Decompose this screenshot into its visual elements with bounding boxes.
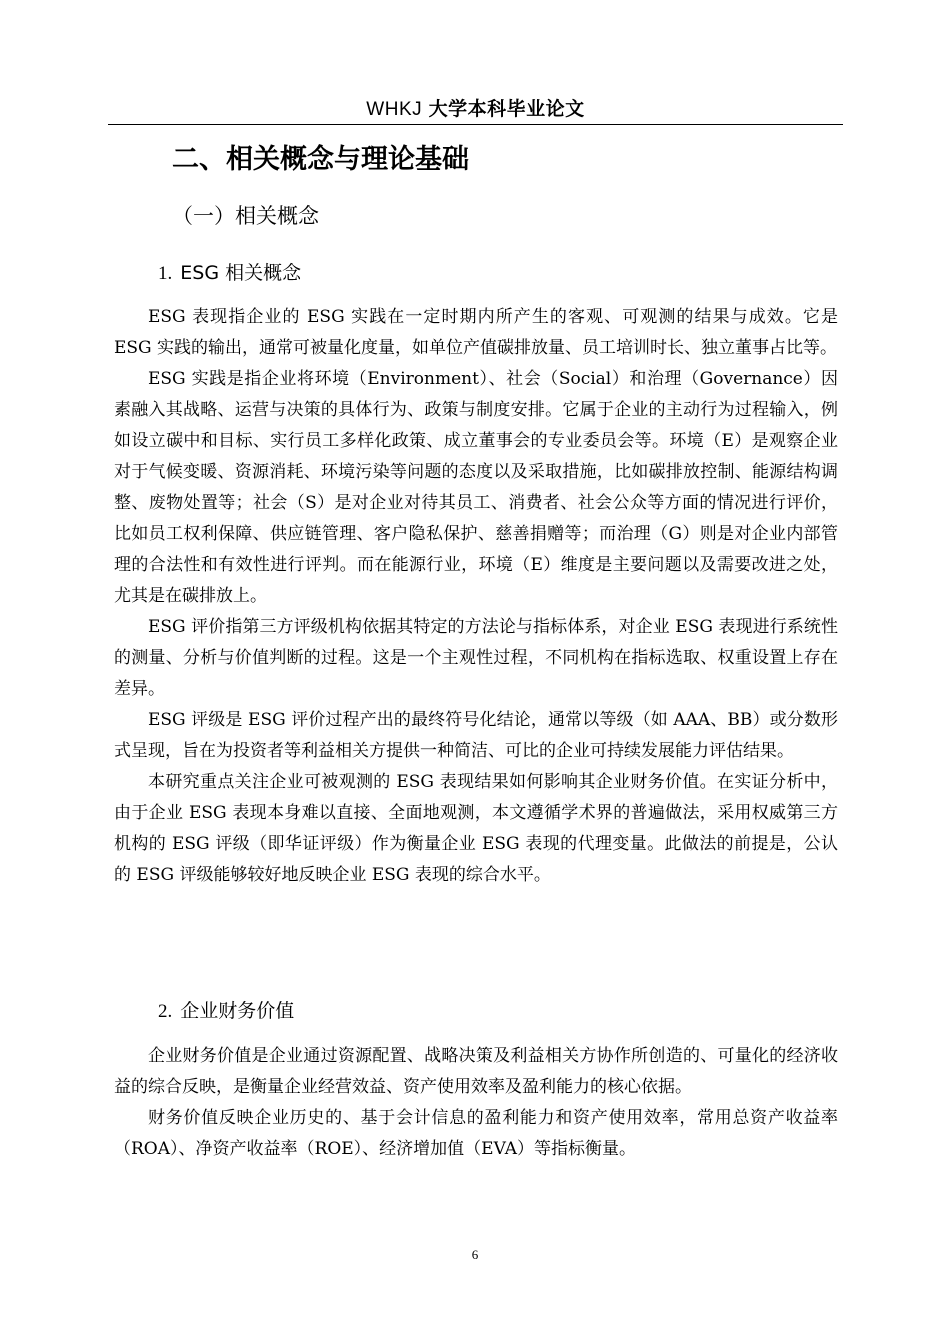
running-header-latin: WHKJ (366, 99, 423, 120)
paragraph: 本研究重点关注企业可被观测的 ESG 表现结果如何影响其企业财务价值。在实证分析中，由于企业 ESG 表现本身难以直接、全面地观测，本文遵循学术界的普遍做法，采用权威第三方机构的 ESG 评级（即华证评级）作为衡量企业 ESG 表现的代理变量。此做法的前提是，公认的 ESG 评级能够较好地反映企业 ESG 表现的综合水平。 (114, 772, 838, 885)
paragraph: 财务价值反映企业历史的、基于会计信息的盈利能力和资产使用效率，常用总资产收益率（ROA）、净资产收益率（ROE）、经济增加值（EVA）等指标衡量。 (114, 1108, 838, 1159)
subsection-title-esg (158, 258, 301, 289)
subsection-number: 2. (158, 1001, 173, 1022)
paragraph: 企业财务价值是企业通过资源配置、战略决策及利益相关方协作所创造的、可量化的经济收益的综合反映，是衡量企业经营效益、资产使用效率及盈利能力的核心依据。 (114, 1046, 838, 1097)
header-rule (108, 124, 843, 125)
subsection-title-text: 企业财务价值 (180, 1000, 295, 1022)
paragraph: ESG 实践是指企业将环境（Environment）、社会（Social）和治理（Governance）因素融入其战略、运营与决策的具体行为、政策与制度安排。它属于企业的主动行为过程输入，例如设立碳中和目标、实行员工多样化政策、成立董事会的专业委员会等。环境（E）是观察企业对于气候变暖、资源消耗、环境污染等问题的态度以及采取措施，比如碳排放控制、能源结构调整、废物处置等；社会（S）是对企业对待其员工、消费者、社会公众等方面的情况进行评价，比如员工权利保障、供应链管理、客户隐私保护、慈善捐赠等；而治理（G）则是对企业内部管理的合法性和有效性进行评判。而在能源行业，环境（E）维度是主要问题以及需要改进之处，尤其是在碳排放上。 (114, 369, 838, 606)
paragraph: ESG 评级是 ESG 评价过程产出的最终符号化结论，通常以等级（如 AAA、BB）或分数形式呈现，旨在为投资者等利益相关方提供一种简洁、可比的企业可持续发展能力评估结果。 (114, 710, 838, 761)
paragraph: ESG 评价指第三方评级机构依据其特定的方法论与指标体系，对企业 ESG 表现进行系统性的测量、分析与价值判断的过程。这是一个主观性过程，不同机构在指标选取、权重设置上存在差异。 (114, 617, 838, 699)
esg-concepts-body (114, 302, 838, 891)
paragraph: ESG 表现指企业的 ESG 实践在一定时期内所产生的客观、可观测的结果与成效。它是 ESG 实践的输出，通常可被量化度量，如单位产值碳排放量、员工培训时长、独立董事占比等。 (114, 307, 838, 358)
section-title: （一）相关概念 (172, 204, 319, 228)
page-number: 6 (471, 1247, 479, 1262)
subsection-number: 1. (158, 263, 173, 284)
financial-value-body (114, 1041, 838, 1165)
running-header (108, 96, 843, 123)
subsection-title-financial-value (158, 996, 294, 1027)
subsection-title-text: ESG 相关概念 (180, 262, 302, 284)
chapter-title: 二、相关概念与理论基础 (172, 144, 469, 175)
running-header-title: 大学本科毕业论文 (428, 98, 585, 120)
